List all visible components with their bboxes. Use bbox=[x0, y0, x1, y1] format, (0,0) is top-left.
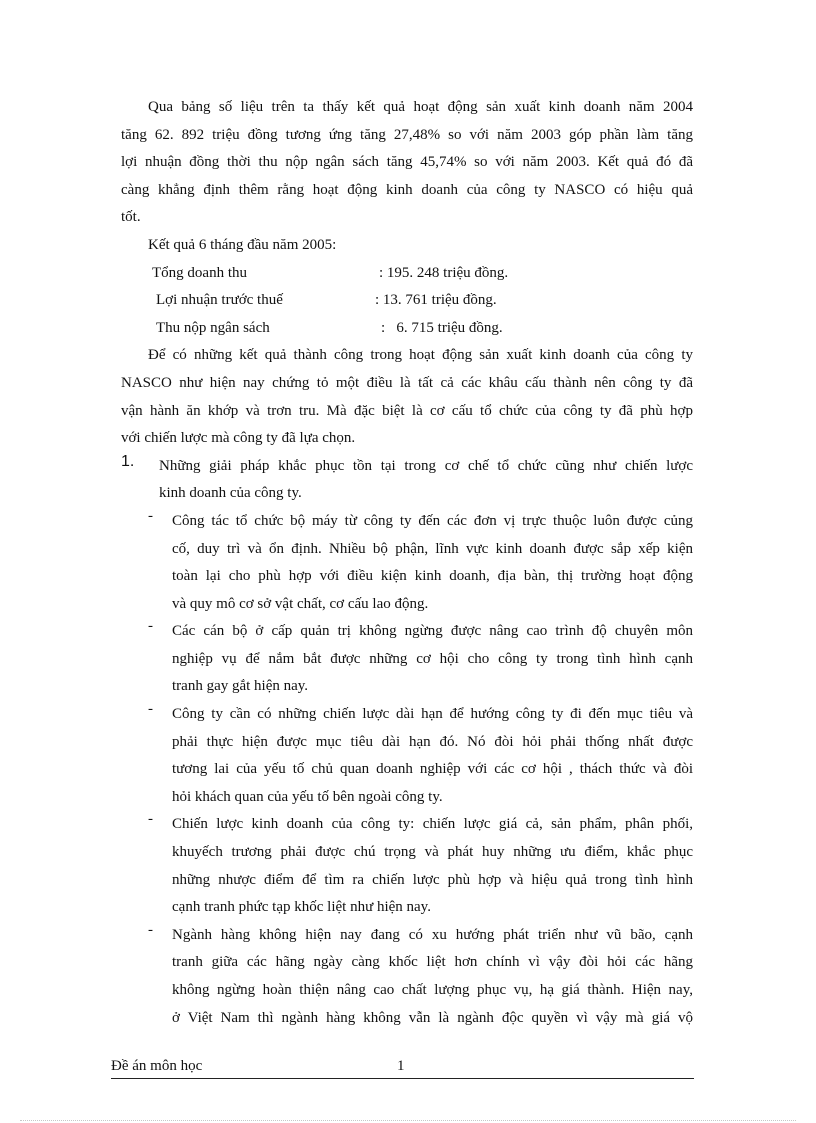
paragraph-1 bbox=[121, 94, 693, 232]
result-row bbox=[121, 287, 693, 315]
bullet-dash: - bbox=[148, 618, 153, 635]
paragraph-2 bbox=[121, 342, 693, 452]
section-number: 1. bbox=[121, 452, 135, 470]
text-line: tranh giữa các hãng ngày càng khốc liệt hơn chính vì vậy đòi hỏi các hãng bbox=[172, 954, 693, 971]
text-line: những nhược điểm để tìm ra chiến lược phù hợp và hiệu quả trong tình hình bbox=[172, 871, 693, 888]
bullet-item bbox=[121, 701, 693, 811]
page-number: 1 bbox=[397, 1058, 405, 1074]
text-line: với chiến lược mà công ty đã lựa chọn. bbox=[121, 430, 356, 447]
text-line: cố, duy trì và ổn định. Nhiều bộ phận, lĩnh vực kinh doanh được sắp xếp kiện bbox=[172, 540, 693, 557]
text-line: Công ty cần có những chiến lược dài hạn để hướng công ty đi đến mục tiêu và bbox=[172, 706, 693, 723]
bullet-item bbox=[121, 618, 693, 701]
bullet-dash: - bbox=[148, 811, 153, 828]
result-label: Tổng doanh thu bbox=[152, 264, 247, 281]
section-heading-1 bbox=[121, 453, 693, 508]
results-block bbox=[121, 232, 693, 342]
text-line: tương lai của yếu tố chủ quan doanh nghiệp với các cơ hội , thách thức và đòi bbox=[172, 761, 693, 778]
bullet-dash: - bbox=[148, 507, 153, 524]
text-line: Để có những kết quả thành công trong hoạt động sản xuất kinh doanh của công ty bbox=[148, 347, 693, 364]
result-row bbox=[121, 315, 693, 343]
result-label: Thu nộp ngân sách bbox=[156, 319, 270, 336]
text-line: và quy mô cơ sở vật chất, cơ cấu lao động. bbox=[172, 595, 429, 612]
text-line: tốt. bbox=[121, 209, 141, 226]
bullet-dash: - bbox=[148, 921, 153, 938]
page-edge-divider bbox=[20, 1120, 796, 1121]
bullet-dash: - bbox=[148, 701, 153, 718]
text-line: Những giải pháp khắc phục tồn tại trong cơ chế tổ chức cũng như chiến lược bbox=[159, 457, 693, 474]
text-line: Ngành hàng không hiện nay đang có xu hướng phát triển như vũ bão, cạnh bbox=[172, 926, 693, 943]
text-line: càng khẳng định thêm rằng hoạt động kinh doanh của công ty NASCO có hiệu quả bbox=[121, 181, 693, 198]
footer-title: Đề án môn học bbox=[111, 1058, 203, 1074]
text-line: hỏi khách quan của yếu tố bên ngoài công ty. bbox=[172, 788, 443, 805]
bullet-item bbox=[121, 922, 693, 1032]
result-value: : 13. 761 triệu đồng. bbox=[375, 292, 497, 309]
text-line: không ngừng hoàn thiện nâng cao chất lượng phục vụ, hạ giá thành. Hiện nay, bbox=[172, 982, 693, 998]
result-value: : 195. 248 triệu đồng. bbox=[379, 264, 509, 281]
text-line: NASCO như hiện nay chứng tỏ một điều là tất cả các khâu cấu thành nên công ty đã bbox=[121, 374, 693, 391]
text-line: toàn lại cho phù hợp với điều kiện kinh doanh, địa bàn, thị trường hoạt động bbox=[172, 568, 693, 585]
result-row bbox=[121, 260, 693, 288]
text-line: khuyếch trương phải được chú trọng và phát huy những ưu điểm, khắc phục bbox=[172, 844, 693, 861]
text-line: vận hành ăn khớp và trơn tru. Mà đặc biệt là cơ cấu tổ chức của công ty đã phù hợp bbox=[121, 402, 693, 419]
text-line: phải thực hiện được mục tiêu dài hạn đó. Nó đòi hỏi phải thống nhất được bbox=[172, 733, 693, 750]
bullet-item bbox=[121, 811, 693, 921]
text-line: cạnh tranh phức tạp khốc liệt như hiện nay. bbox=[172, 899, 431, 916]
text-line: Qua bảng số liệu trên ta thấy kết quả hoạt động sản xuất kinh doanh năm 2004 bbox=[148, 99, 693, 115]
bullet-item bbox=[121, 508, 693, 618]
text-line: Các cán bộ ở cấp quản trị không ngừng được nâng cao trình độ chuyên môn bbox=[172, 623, 693, 640]
text-line: tăng 62. 892 triệu đồng tương ứng tăng 27,48% so với năm 2003 góp phần làm tăng bbox=[121, 126, 693, 143]
results-heading: Kết quả 6 tháng đầu năm 2005: bbox=[148, 236, 337, 253]
text-line: Chiến lược kinh doanh của công ty: chiến lược giá cả, sản phẩm, phân phối, bbox=[172, 816, 693, 833]
text-line: Công tác tổ chức bộ máy từ công ty đến các đơn vị trực thuộc luôn được củng bbox=[172, 512, 693, 529]
result-label: Lợi nhuận trước thuế bbox=[156, 292, 283, 309]
body-text bbox=[121, 94, 693, 1032]
text-line: lợi nhuận đồng thời thu nộp ngân sách tăng 45,74% so với năm 2003. Kết quả đó đã bbox=[121, 154, 693, 171]
text-line: nghiệp vụ để nắm bắt được những cơ hội cho công ty trong tình hình cạnh bbox=[172, 650, 693, 667]
text-line: tranh gay gắt hiện nay. bbox=[172, 678, 309, 695]
result-value: : 6. 715 triệu đồng. bbox=[381, 319, 503, 336]
text-line: kinh doanh của công ty. bbox=[159, 485, 302, 502]
text-line: ở Việt Nam thì ngành hàng không vẫn là ngành độc quyền vì vậy mà giá vộ bbox=[172, 1009, 693, 1026]
page-footer bbox=[111, 1056, 694, 1079]
